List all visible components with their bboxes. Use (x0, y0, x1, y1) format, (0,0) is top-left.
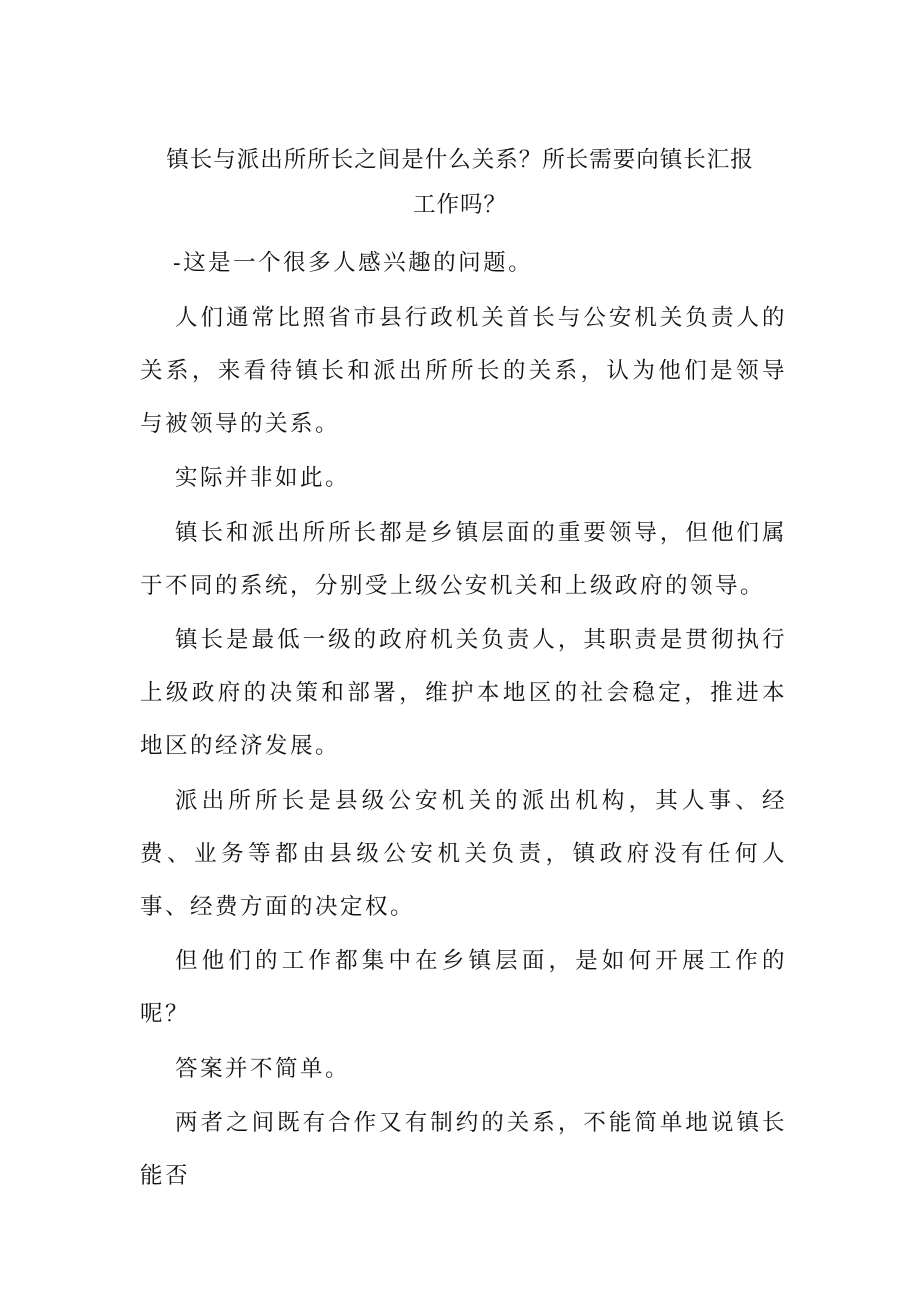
paragraph-1: -这是一个很多人感兴趣的问题。 (173, 250, 534, 276)
paragraph-5: 镇长是最低一级的政府机关负责人，其职责是贯彻执行上级政府的决策和部署，维护本地区的社会稳定，推进本地区的经济发展。 (140, 627, 787, 759)
title-line-2: 工作吗？ (412, 192, 507, 218)
paragraph-8: 答案并不简单。 (175, 1055, 351, 1082)
document-title (140, 138, 780, 228)
paragraph-6: 派出所所长是县级公安机关的派出机构，其人事、经费、业务等都由县级公安机关负责，镇政府没有任何人事、经费方面的决定权。 (140, 787, 787, 920)
title-line-1: 镇长与派出所所长之间是什么关系？所长需要向镇长汇报 (166, 147, 754, 173)
paragraph-3: 实际并非如此。 (175, 465, 351, 491)
paragraph-4: 镇长和派出所所长都是乡镇层面的重要领导，但他们属于不同的系统，分别受上级公安机关和上级政府的领导。 (140, 519, 787, 599)
paragraph-9: 两者之间既有合作又有制约的关系，不能简单地说镇长能否 (140, 1110, 787, 1189)
paragraph-2: 人们通常比照省市县行政机关首长与公安机关负责人的关系，来看待镇长和派出所所长的关系，认为他们是领导与被领导的关系。 (140, 304, 787, 437)
paragraph-7: 但他们的工作都集中在乡镇层面，是如何开展工作的呢？ (140, 948, 787, 1027)
document-body (140, 237, 787, 1205)
